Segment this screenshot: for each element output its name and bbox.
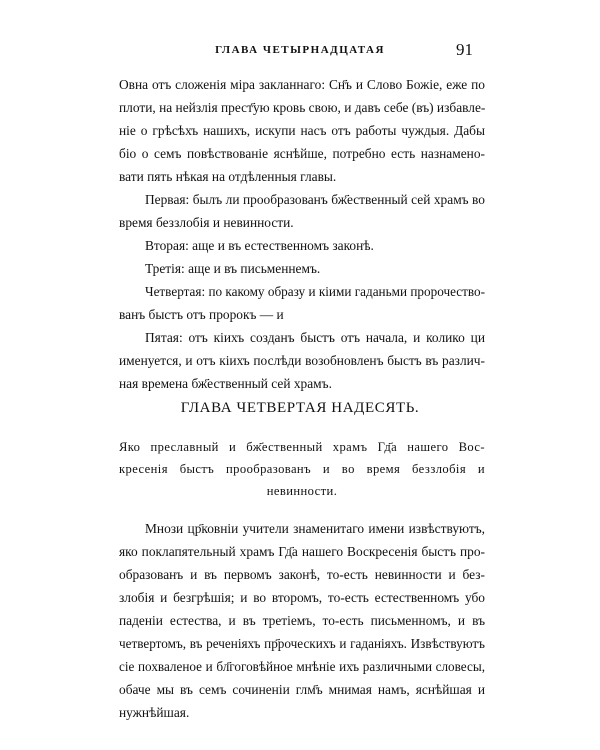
text-line: Пятая: отъ кіихъ созданъ быстъ отъ начала, и колико ци (145, 330, 485, 345)
subtitle-line: невинности. (266, 484, 338, 498)
subtitle-line: кресенія быстъ прообразованъ и во время беззлобія и (119, 462, 485, 476)
text-line: Первая: былъ ли прообразованъ бж҃ественный сей храмъ во (145, 192, 485, 207)
text-line: злобія и безгрѣшія; и во второмъ, то-есть естественномъ убо (119, 590, 485, 605)
text-line: паденіи естества, и въ третіемъ, то-есть письменномъ, и въ (119, 613, 485, 628)
text-line: время беззлобія и невинности. (119, 215, 294, 230)
text-line: образованъ и въ первомъ законѣ, то-есть невинности и без- (119, 567, 485, 582)
text-line: нужнѣйшая. (119, 705, 190, 720)
text-line: вати пять нѣкая на отдѣленныя главы. (119, 169, 337, 184)
text-line: ванъ быстъ отъ пророкъ — и (119, 307, 284, 322)
text-line: яко поклапятельный храмъ Гд҃а нашего Воскресенія быстъ про- (119, 544, 485, 559)
text-line: обаче мы въ семъ сочиненіи глм҃ъ мнимая намъ, яснѣйшая и (119, 682, 485, 697)
text-line: ная времена бж҃ественный сей храмъ. (119, 376, 332, 391)
chapter-subtitle (119, 436, 485, 502)
text-line: Овна отъ сложенія міра закланнаго: Сн҃ъ и Слово Божіе, еже по (119, 77, 485, 92)
subtitle-line: Яко преславный и бж҃ественный храмъ Гд҃а нашего Вос- (119, 440, 485, 454)
text-line: Мнози цр҃ковніи учители знаменитаго имени извѣствуютъ, (145, 521, 485, 536)
text-line: ніе о грѣсѣхъ нашихъ, искупи насъ отъ работы чуждыя. Дабы (119, 123, 485, 138)
text-line: Четвертая: по какому образу и кіими гаданьми пророчество- (145, 284, 485, 299)
chapter-fifteen-body (119, 517, 485, 724)
running-title: ГЛАВА ЧЕТЫРНАДЦАТАЯ (215, 44, 385, 56)
text-line: біо о семъ повѣствованіе яснѣйше, потребно есть назнамено- (119, 146, 485, 161)
text-line: плоти, на нейзлія прест҃ую кровь свою, и давъ себе (въ) избавле- (119, 100, 486, 115)
text-line: Третія: аще и въ письменнемъ. (145, 261, 321, 276)
page-number: 91 (456, 40, 473, 59)
text-line: именуется, и отъ кіихъ послѣди возобновленъ быстъ въ различ- (119, 353, 485, 368)
chapter-title: ГЛАВА ЧЕТВЕРТАЯ НАДЕСЯТЬ. (180, 400, 420, 416)
text-line: четвертомъ, въ реченіяхъ пр҃роческихъ и гаданіяхъ. Извѣствуютъ (119, 636, 485, 651)
chapter-fourteen-body (119, 73, 485, 395)
text-line: сіе похваленое и бл҃гоговѣйное мнѣніе ихъ различными словесы, (119, 659, 485, 674)
text-line: Вторая: аще и въ естественномъ законѣ. (145, 238, 374, 253)
